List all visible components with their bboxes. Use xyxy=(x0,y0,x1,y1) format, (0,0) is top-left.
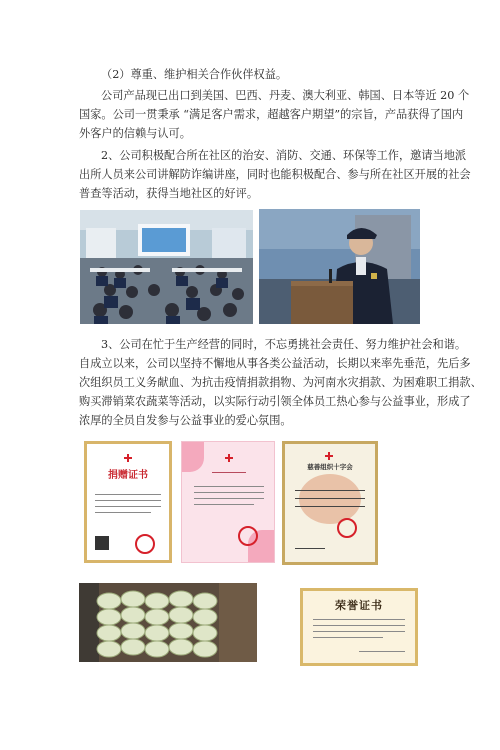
text-line: 3、公司在忙于生产经营的同时，不忘勇挑社会责任、努力维护社会和谐。 xyxy=(101,338,467,351)
red-seal-stamp xyxy=(135,534,155,554)
red-cross-icon xyxy=(124,454,132,462)
police-lecture-photo xyxy=(259,209,420,324)
text-line: 外客户的信赖与认可。 xyxy=(79,127,191,140)
meeting-room-image xyxy=(80,210,253,324)
thank-you-certificate xyxy=(181,441,275,563)
stacked-vegetables-image xyxy=(79,583,257,662)
text-line: 浓厚的全员自发参与公益事业的爱心氛围。 xyxy=(79,414,292,427)
text-line: 出所人员来公司讲解防诈编讲座，同时也能积极配合、参与所在社区开展的社会 xyxy=(79,168,471,181)
certificate-title: 捐赠证书 xyxy=(108,470,148,481)
text-line: 国家。公司一贯秉承 “满足客户需求，超越客户期望”的宗旨，产品获得了国内 xyxy=(79,108,464,121)
certificate-title: 慈善组织十字会 xyxy=(307,463,353,471)
red-cross-certificate xyxy=(282,441,378,565)
paragraph-community xyxy=(79,146,471,203)
red-seal-stamp xyxy=(238,526,258,546)
red-cross-icon xyxy=(325,452,333,460)
text-line: 购买滞销菜农蔬菜等活动，以实际行动引领全体员工热心参与公益事业，形成了 xyxy=(79,395,471,408)
section-heading xyxy=(79,65,457,84)
paragraph-social-responsibility xyxy=(79,335,482,430)
donation-certificate xyxy=(84,441,172,563)
text-line: 普查等活动，获得当地社区的好评。 xyxy=(79,187,259,200)
red-seal-stamp xyxy=(337,518,357,538)
vegetable-purchase-photo xyxy=(79,583,257,662)
qr-code xyxy=(95,536,109,550)
red-cross-icon xyxy=(225,454,233,462)
police-speaker-image xyxy=(259,209,420,324)
certificate-title: 荣誉证书 xyxy=(335,599,383,612)
paragraph-export xyxy=(79,86,470,143)
honor-certificate xyxy=(300,588,418,666)
text-line: 自成立以来，公司以坚持不懈地从事各类公益活动，长期以来率先垂范，先后多 xyxy=(79,357,471,370)
text-line: 2、公司积极配合所在社区的治安、消防、交通、环保等工作，邀请当地派 xyxy=(101,149,467,162)
text-line: 次组织员工义务献血、为抗击疫情捐款捐物、为河南水灾捐款、为困难职工捐款、 xyxy=(79,376,482,389)
ornamental-emblem xyxy=(299,474,361,524)
text-line: 公司产品现已出口到美国、巴西、丹麦、澳大利亚、韩国、日本等近 20 个 xyxy=(101,89,470,102)
heading-line: （2）尊重、维护相关合作伙伴权益。 xyxy=(101,68,288,81)
meeting-room-photo xyxy=(80,210,253,324)
